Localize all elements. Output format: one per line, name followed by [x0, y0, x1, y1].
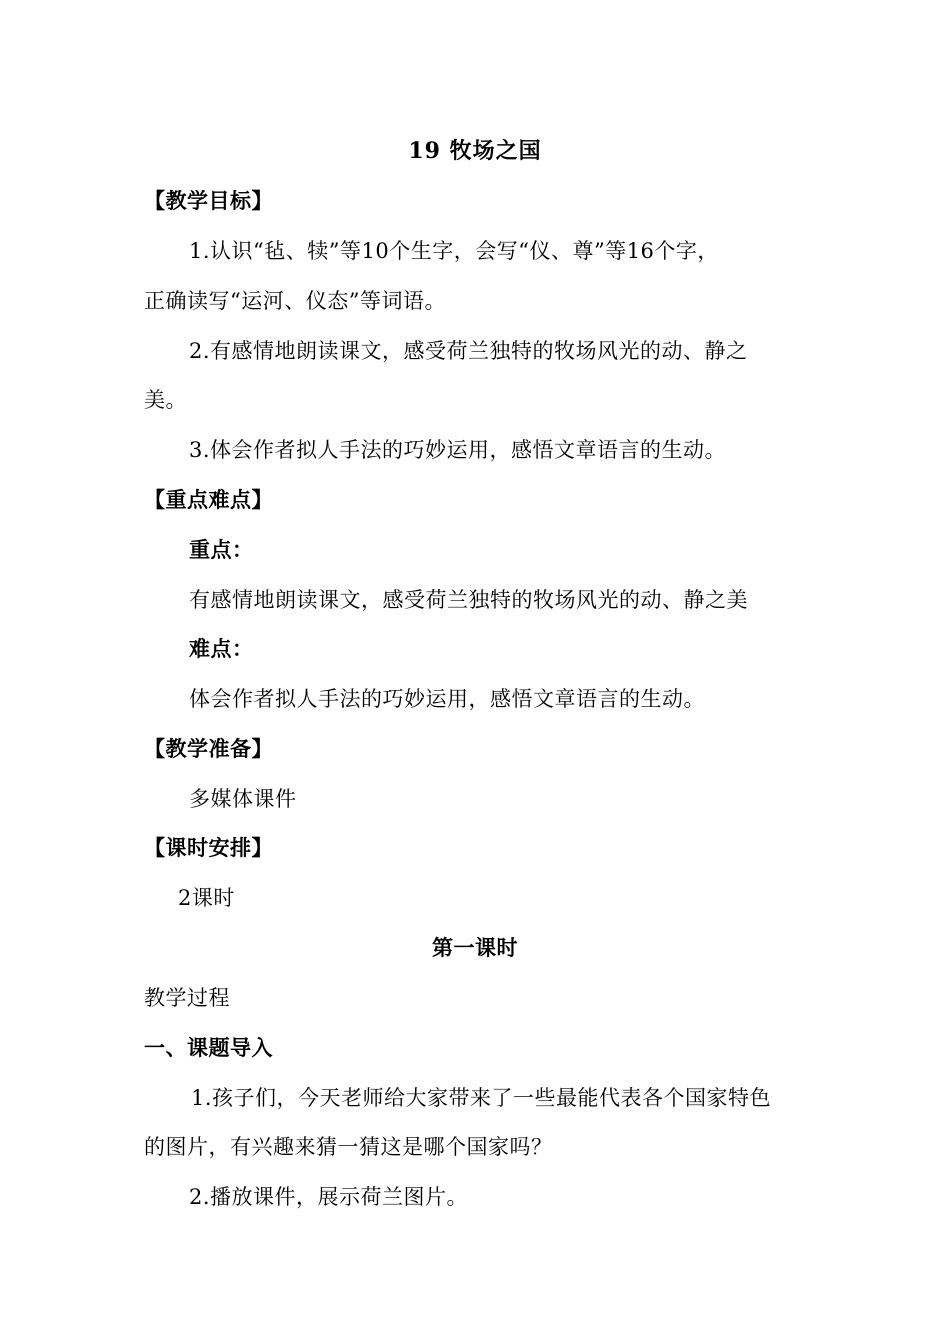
page-title: 19 牧场之国 [408, 138, 542, 164]
step-2: 2.播放课件，展示荷兰图片。 [189, 1185, 469, 1209]
objective-1-line-2: 正确读写“运河、仪态”等词语。 [144, 289, 446, 313]
part-1-heading: 一、课题导入 [144, 1035, 273, 1060]
step-1-line-2: 的图片，有兴趣来猜一猜这是哪个国家吗？ [144, 1135, 553, 1159]
objective-3: 3.体会作者拟人手法的巧妙运用，感悟文章语言的生动。 [189, 438, 727, 462]
schedule-heading: 【课时安排】 [144, 835, 273, 860]
key-points-heading: 【重点难点】 [144, 487, 273, 512]
teaching-process-label: 教学过程 [144, 986, 230, 1010]
difficult-point-label: 难点： [189, 636, 254, 661]
objective-1-line-1: 1.认识“毡、犊”等10个生字，会写“仪、尊”等16个字， [189, 239, 719, 263]
preparation-heading: 【教学准备】 [144, 736, 273, 761]
objectives-heading: 【教学目标】 [144, 188, 273, 213]
objective-2-line-2: 美。 [144, 388, 187, 412]
objective-2-line-1: 2.有感情地朗读课文，感受荷兰独特的牧场风光的动、静之 [189, 339, 748, 363]
lesson-1-heading: 第一课时 [432, 935, 518, 960]
difficult-point-text: 体会作者拟人手法的巧妙运用，感悟文章语言的生动。 [189, 687, 705, 711]
preparation-text: 多媒体课件 [189, 787, 297, 811]
schedule-text: 2课时 [178, 886, 235, 910]
step-1-line-1: 1.孩子们，今天老师给大家带来了一些最能代表各个国家特色 [191, 1086, 772, 1110]
key-point-label: 重点： [189, 537, 254, 562]
key-point-text: 有感情地朗读课文，感受荷兰独特的牧场风光的动、静之美 [189, 588, 748, 612]
